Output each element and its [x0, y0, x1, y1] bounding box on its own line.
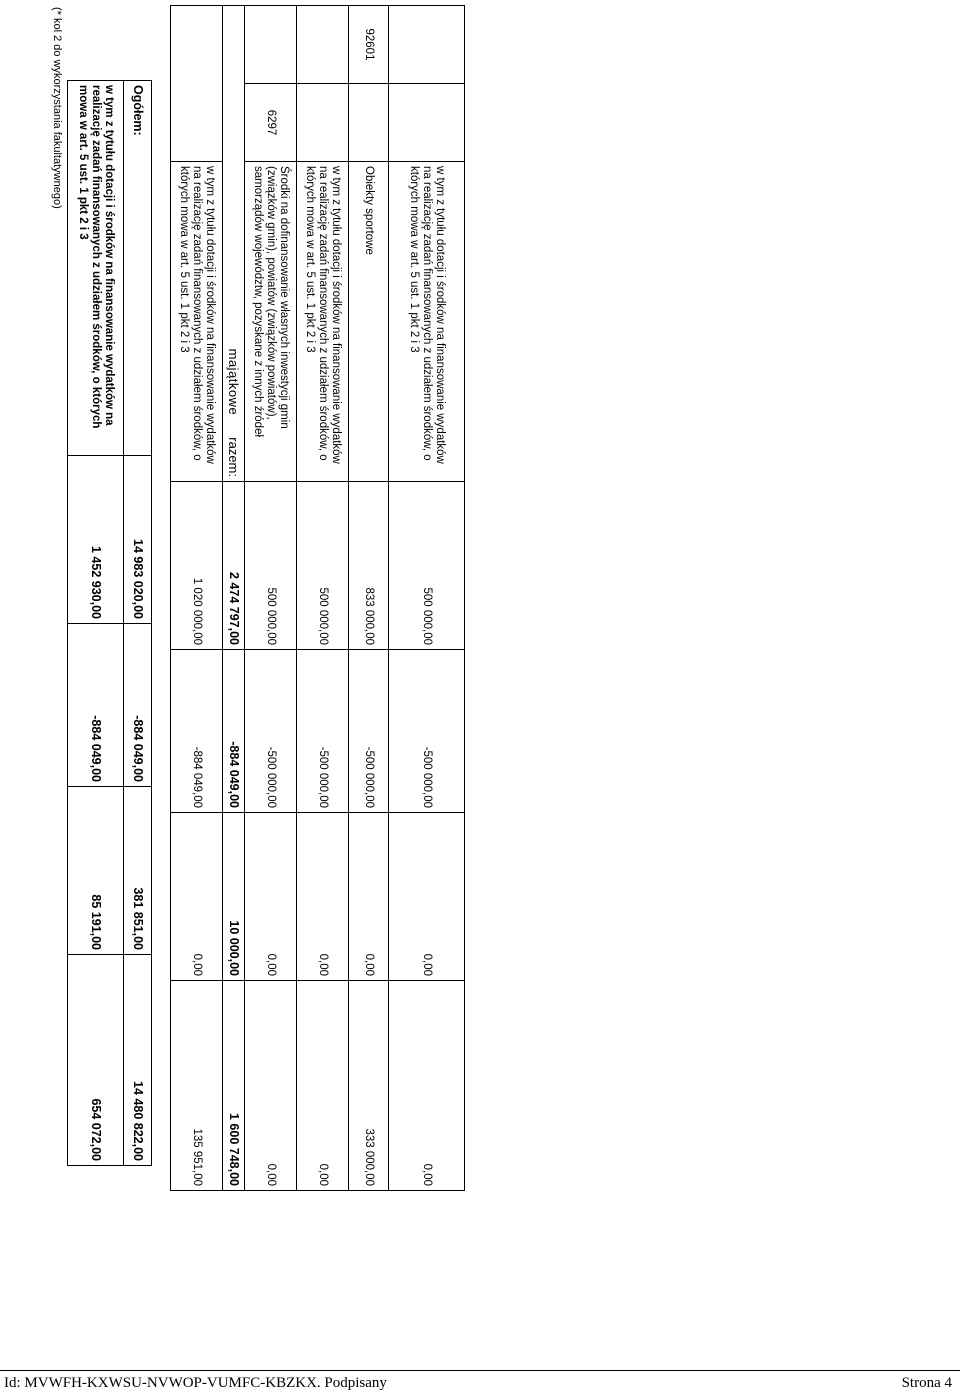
value-cell: -500 000,00: [349, 650, 389, 813]
value-cell: 500 000,00: [297, 482, 349, 650]
value-cell: -500 000,00: [389, 650, 465, 813]
value-cell: -884 049,00: [171, 650, 223, 813]
chapter-cell: [245, 6, 297, 84]
summary-label-sum: razem:: [226, 437, 241, 477]
value-cell: 833 000,00: [349, 482, 389, 650]
value-cell: 0,00: [245, 981, 297, 1191]
summary-value-cell: 1 600 748,00: [223, 981, 245, 1191]
summary-value-cell: 2 474 797,00: [223, 482, 245, 650]
value-cell: -500 000,00: [297, 650, 349, 813]
summary-value-cell: 10 000,00: [223, 813, 245, 981]
total-sub-description: w tym z tytułu dotacji i środków na finansowanie wydatków na realizację zadań finansowanych z udziałem środków, o których mowa w art. 5 ust. 1 pkt 2 i 3: [68, 81, 124, 456]
value-cell: 0,00: [349, 813, 389, 981]
footnote: (* kol 2 do wykorzystania fakultatywnego): [51, 7, 63, 209]
total-value-cell: 654 072,00: [68, 955, 124, 1166]
chapter-cell: [389, 6, 465, 84]
value-cell: 0,00: [245, 813, 297, 981]
description-cell: w tym z tytułu dotacji i środków na finansowanie wydatków na realizację zadań finansowanych z udziałem środków, o których mowa w art. 5 ust. 1 pkt 2 i 3: [389, 162, 465, 482]
total-value-cell: 14 983 020,00: [124, 456, 152, 624]
paragraph-cell: [389, 84, 465, 162]
total-value-cell: -884 049,00: [124, 624, 152, 787]
summary-subrow: [171, 6, 223, 1191]
description-cell: Obiekty sportowe: [349, 162, 389, 482]
paragraph-cell: [297, 84, 349, 162]
total-value-cell: 14 480 822,00: [124, 955, 152, 1166]
value-cell: -500 000,00: [245, 650, 297, 813]
description-cell: Środki na dofinansowanie własnych inwestycji gmin (związków gmin), powiatów (związków powiatów), samorządów województw, pozyskane z innych źródeł: [245, 162, 297, 482]
budget-table: [170, 5, 465, 1191]
total-value-cell: 85 191,00: [68, 787, 124, 955]
empty-cell: [171, 6, 223, 162]
value-cell: 500 000,00: [245, 482, 297, 650]
total-table: [67, 80, 152, 1166]
total-label: Ogółem:: [124, 81, 152, 456]
chapter-cell: 92601: [349, 6, 389, 84]
rotated-table-block: [5, 5, 465, 1190]
chapter-cell: [297, 6, 349, 84]
value-cell: 500 000,00: [389, 482, 465, 650]
total-value-cell: 1 452 930,00: [68, 456, 124, 624]
table-row: [349, 6, 389, 1191]
value-cell: 0,00: [171, 813, 223, 981]
table-row: [245, 6, 297, 1191]
value-cell: 0,00: [389, 981, 465, 1191]
paragraph-cell: [349, 84, 389, 162]
value-cell: 0,00: [389, 813, 465, 981]
total-row: [124, 81, 152, 1166]
paragraph-cell: 6297: [245, 84, 297, 162]
summary-row: [223, 6, 245, 1191]
summary-label-cell: [223, 6, 245, 482]
summary-value-cell: -884 049,00: [223, 650, 245, 813]
value-cell: 0,00: [297, 981, 349, 1191]
value-cell: 135 951,00: [171, 981, 223, 1191]
value-cell: 1 020 000,00: [171, 482, 223, 650]
description-cell: w tym z tytułu dotacji i środków na finansowanie wydatków na realizację zadań finansowanych z udziałem środków, o których mowa w art. 5 ust. 1 pkt 2 i 3: [297, 162, 349, 482]
total-value-cell: 381 851,00: [124, 787, 152, 955]
document-id: Id: MVWFH-KXWSU-NVWOP-VUMFC-KBZKX. Podpisany: [4, 1375, 387, 1391]
total-value-cell: -884 049,00: [68, 624, 124, 787]
page-number: Strona 4: [901, 1375, 952, 1391]
table-row: [297, 6, 349, 1191]
summary-label-word: majątkowe: [226, 348, 241, 416]
value-cell: 333 000,00: [349, 981, 389, 1191]
table-row: [389, 6, 465, 1191]
description-cell: w tym z tytułu dotacji i środków na finansowanie wydatków na realizację zadań finansowanych z udziałem środków, o których mowa w art. 5 ust. 1 pkt 2 i 3: [171, 162, 223, 482]
page-footer: [0, 1370, 960, 1396]
value-cell: 0,00: [297, 813, 349, 981]
total-subrow: [68, 81, 124, 1166]
